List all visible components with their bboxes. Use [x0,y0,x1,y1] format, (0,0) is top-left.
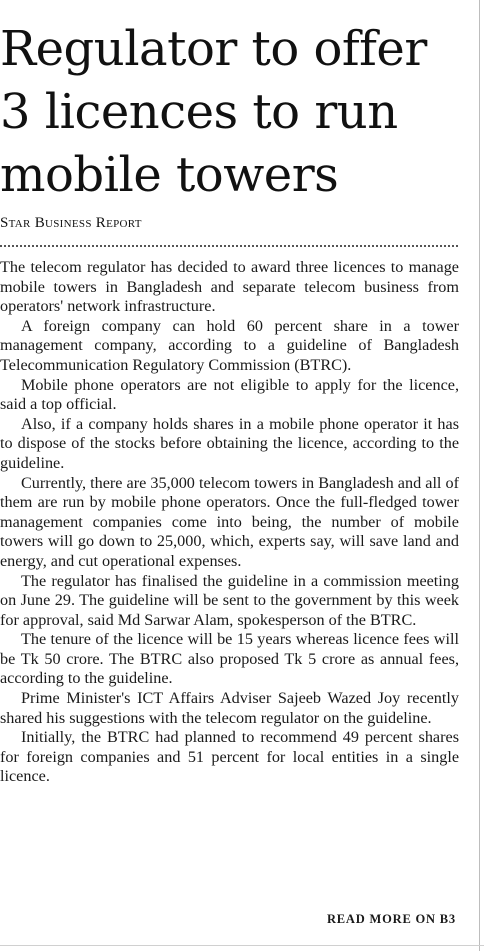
bottom-divider [0,945,484,946]
article-paragraph: A foreign company can hold 60 percent share in a tower management company, according to a guideline of Bangladesh Telecommunication Regulatory Commission (BTRC). [0,316,459,374]
article-paragraph: The regulator has finalised the guideline in a commission meeting on June 29. The guideline will be sent to the government by this week for approval, said Md Sarwar Alam, spokesperson of the BTRC. [0,571,459,629]
article-body [0,258,459,787]
article-paragraph: Also, if a company holds shares in a mobile phone operator it has to dispose of the stocks before obtaining the licence, according to the guideline. [0,414,459,472]
article-paragraph: Currently, there are 35,000 telecom towers in Bangladesh and all of them are run by mobile phone operators. Once the full-fledged tower management companies come into being, the number of mobile towers will go down to 25,000, which, experts say, will save land and energy, and cut operational expenses. [0,473,459,570]
article-paragraph: Mobile phone operators are not eligible to apply for the licence, said a top official. [0,375,459,414]
dotted-divider [0,245,458,247]
article-paragraph: Prime Minister's ICT Affairs Adviser Sajeeb Wazed Joy recently shared his suggestions with the telecom regulator on the guideline. [0,689,459,727]
read-more-link[interactable]: READ MORE ON B3 [326,912,456,926]
article-headline: Regulator to offer 3 licences to run mobile towers [0,21,427,203]
article-paragraph: The telecom regulator has decided to award three licences to manage mobile towers in Bangladesh and separate telecom business from operators' network infrastructure. [0,258,459,316]
article-paragraph: The tenure of the licence will be 15 years whereas licence fees will be Tk 50 crore. The BTRC also proposed Tk 5 crore as annual fees, according to the guideline. [0,630,459,688]
article-byline: Star Business Report [0,215,142,231]
column-divider [479,0,480,951]
article-paragraph: Initially, the BTRC had planned to recommend 49 percent shares for foreign companies and 51 percent for local entities in a single licence. [0,728,459,786]
